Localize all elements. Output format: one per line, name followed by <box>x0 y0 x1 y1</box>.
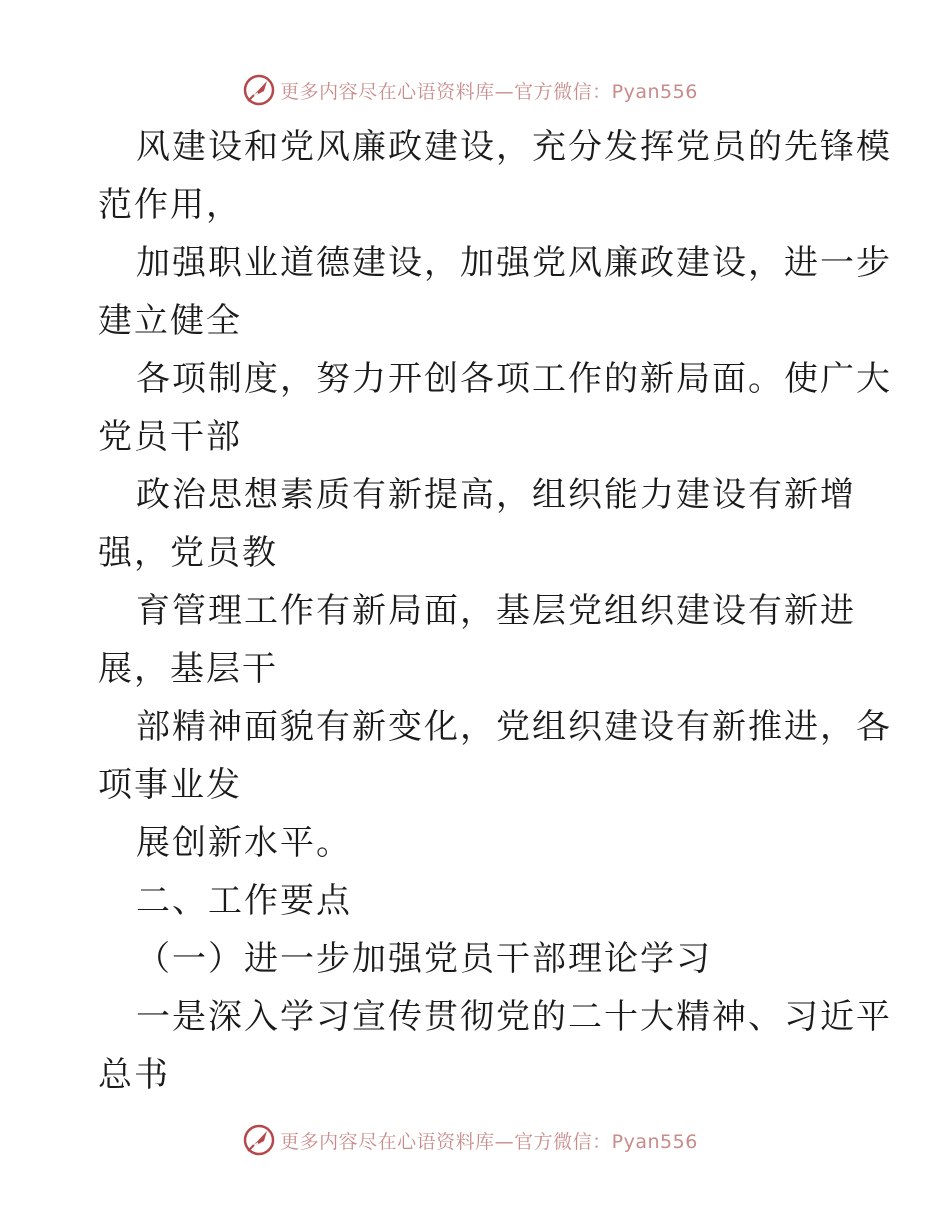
document-body <box>98 118 892 1104</box>
body-line: 一是深入学习宣传贯彻党的二十大精神、习近平 <box>136 997 892 1037</box>
body-line: 育管理工作有新局面，基层党组织建设有新进 <box>136 591 856 631</box>
body-line: 建立健全 <box>98 301 242 341</box>
body-line: 展创新水平。 <box>136 823 352 863</box>
header-banner <box>0 70 950 110</box>
footer-banner <box>0 1120 950 1160</box>
body-line: 项事业发 <box>98 765 242 805</box>
quill-logo-icon <box>242 1123 276 1157</box>
body-line: （一）进一步加强党员干部理论学习 <box>136 939 712 979</box>
header-banner-inner <box>242 73 698 107</box>
body-line: 二、工作要点 <box>136 881 352 921</box>
body-line: 强，党员教 <box>98 533 278 573</box>
body-line: 展，基层干 <box>98 649 278 689</box>
body-line: 政治思想素质有新提高，组织能力建设有新增 <box>136 475 856 515</box>
header-banner-text: 更多内容尽在心语资料库—官方微信：Pyan556 <box>280 80 698 103</box>
body-line: 各项制度，努力开创各项工作的新局面。使广大 <box>136 359 892 399</box>
body-line: 部精神面貌有新变化，党组织建设有新推进，各 <box>136 707 892 747</box>
body-line: 总书 <box>98 1055 170 1095</box>
body-line: 党员干部 <box>98 417 242 457</box>
footer-banner-inner <box>242 1123 698 1157</box>
body-line: 风建设和党风廉政建设，充分发挥党员的先锋模 <box>136 127 892 167</box>
body-line: 加强职业道德建设，加强党风廉政建设，进一步 <box>136 243 892 283</box>
quill-logo-icon <box>242 73 276 107</box>
body-line: 范作用， <box>98 185 242 225</box>
footer-banner-text: 更多内容尽在心语资料库—官方微信：Pyan556 <box>280 1130 698 1153</box>
